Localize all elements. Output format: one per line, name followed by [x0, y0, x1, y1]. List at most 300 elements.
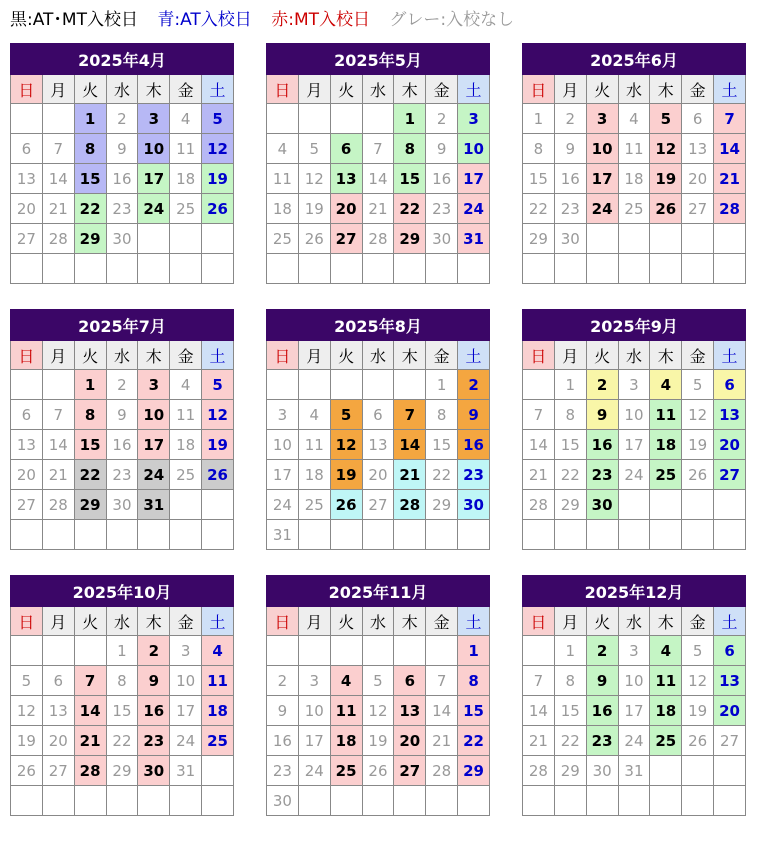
day-cell: 18 [170, 430, 202, 460]
day-cell: 27 [330, 224, 362, 254]
day-cell: 21 [714, 164, 746, 194]
empty-cell [330, 636, 362, 666]
weekday-header: 日 [267, 341, 299, 370]
month-calendar [266, 309, 490, 550]
legend [10, 7, 528, 33]
empty-cell [267, 104, 299, 134]
day-cell: 30 [458, 490, 490, 520]
day-cell: 15 [106, 696, 138, 726]
day-cell: 15 [458, 696, 490, 726]
day-cell: 1 [106, 636, 138, 666]
day-cell: 19 [362, 726, 394, 756]
empty-cell [330, 254, 362, 284]
day-cell: 5 [330, 400, 362, 430]
empty-cell [42, 520, 74, 550]
day-cell: 11 [650, 666, 682, 696]
weekday-header: 土 [458, 341, 490, 370]
empty-cell [682, 786, 714, 816]
day-cell: 7 [426, 666, 458, 696]
day-cell: 9 [586, 400, 618, 430]
empty-cell [202, 490, 234, 520]
empty-cell [42, 254, 74, 284]
day-cell: 24 [618, 460, 650, 490]
day-cell: 20 [11, 460, 43, 490]
month-calendar [10, 309, 234, 550]
day-cell: 29 [74, 224, 106, 254]
empty-cell [523, 370, 555, 400]
empty-cell [11, 370, 43, 400]
empty-cell [74, 636, 106, 666]
day-cell: 19 [682, 696, 714, 726]
day-cell: 6 [330, 134, 362, 164]
month-title: 2025年11月 [267, 576, 490, 607]
day-cell: 25 [202, 726, 234, 756]
day-cell: 16 [458, 430, 490, 460]
empty-cell [682, 756, 714, 786]
weekday-header: 木 [650, 341, 682, 370]
day-cell: 16 [586, 696, 618, 726]
day-cell: 16 [106, 430, 138, 460]
weekday-header: 木 [138, 341, 170, 370]
day-cell: 8 [426, 400, 458, 430]
day-cell: 12 [682, 666, 714, 696]
day-cell: 4 [650, 370, 682, 400]
weekday-header: 日 [11, 75, 43, 104]
month-calendar [10, 43, 234, 284]
empty-cell [394, 786, 426, 816]
day-cell: 3 [138, 104, 170, 134]
empty-cell [362, 636, 394, 666]
day-cell: 8 [106, 666, 138, 696]
day-cell: 31 [618, 756, 650, 786]
day-cell: 14 [523, 430, 555, 460]
day-cell: 10 [170, 666, 202, 696]
empty-cell [394, 254, 426, 284]
day-cell: 12 [650, 134, 682, 164]
day-cell: 29 [106, 756, 138, 786]
day-cell: 24 [586, 194, 618, 224]
day-cell: 22 [426, 460, 458, 490]
day-cell: 19 [202, 164, 234, 194]
weekday-header: 木 [394, 341, 426, 370]
day-cell: 29 [74, 490, 106, 520]
day-cell: 25 [267, 224, 299, 254]
day-cell: 1 [394, 104, 426, 134]
day-cell: 30 [106, 224, 138, 254]
weekday-header: 木 [650, 607, 682, 636]
empty-cell [714, 254, 746, 284]
empty-cell [267, 254, 299, 284]
empty-cell [74, 520, 106, 550]
day-cell: 21 [362, 194, 394, 224]
day-cell: 8 [523, 134, 555, 164]
day-cell: 1 [554, 370, 586, 400]
empty-cell [618, 224, 650, 254]
day-cell: 4 [170, 104, 202, 134]
day-cell: 7 [74, 666, 106, 696]
day-cell: 4 [650, 636, 682, 666]
weekday-header: 月 [298, 341, 330, 370]
day-cell: 24 [138, 194, 170, 224]
empty-cell [362, 254, 394, 284]
empty-cell [11, 254, 43, 284]
weekday-header: 土 [714, 75, 746, 104]
day-cell: 31 [458, 224, 490, 254]
day-cell: 22 [554, 460, 586, 490]
day-cell: 29 [458, 756, 490, 786]
day-cell: 16 [106, 164, 138, 194]
day-cell: 17 [298, 726, 330, 756]
empty-cell [267, 370, 299, 400]
empty-cell [298, 254, 330, 284]
day-cell: 22 [394, 194, 426, 224]
day-cell: 3 [618, 636, 650, 666]
day-cell: 20 [714, 696, 746, 726]
day-cell: 6 [362, 400, 394, 430]
day-cell: 19 [202, 430, 234, 460]
day-cell: 13 [330, 164, 362, 194]
day-cell: 6 [11, 400, 43, 430]
day-cell: 8 [554, 400, 586, 430]
day-cell: 22 [106, 726, 138, 756]
day-cell: 16 [554, 164, 586, 194]
empty-cell [426, 520, 458, 550]
empty-cell [138, 786, 170, 816]
day-cell: 14 [74, 696, 106, 726]
day-cell: 9 [586, 666, 618, 696]
day-cell: 3 [138, 370, 170, 400]
day-cell: 25 [170, 194, 202, 224]
day-cell: 6 [42, 666, 74, 696]
empty-cell [523, 636, 555, 666]
day-cell: 11 [170, 400, 202, 430]
empty-cell [362, 520, 394, 550]
day-cell: 24 [618, 726, 650, 756]
day-cell: 15 [426, 430, 458, 460]
empty-cell [394, 520, 426, 550]
weekday-header: 火 [74, 607, 106, 636]
day-cell: 27 [11, 224, 43, 254]
day-cell: 8 [74, 134, 106, 164]
weekday-header: 土 [714, 341, 746, 370]
day-cell: 25 [650, 460, 682, 490]
weekday-header: 土 [458, 75, 490, 104]
day-cell: 5 [362, 666, 394, 696]
day-cell: 15 [74, 430, 106, 460]
day-cell: 3 [298, 666, 330, 696]
day-cell: 17 [138, 430, 170, 460]
day-cell: 9 [138, 666, 170, 696]
weekday-header: 月 [298, 75, 330, 104]
day-cell: 18 [267, 194, 299, 224]
day-cell: 9 [267, 696, 299, 726]
day-cell: 5 [202, 104, 234, 134]
day-cell: 10 [267, 430, 299, 460]
day-cell: 21 [523, 726, 555, 756]
empty-cell [426, 636, 458, 666]
day-cell: 23 [138, 726, 170, 756]
empty-cell [202, 756, 234, 786]
month-title: 2025年4月 [11, 44, 234, 75]
day-cell: 17 [458, 164, 490, 194]
day-cell: 18 [170, 164, 202, 194]
day-cell: 28 [74, 756, 106, 786]
day-cell: 29 [426, 490, 458, 520]
empty-cell [202, 254, 234, 284]
empty-cell [426, 786, 458, 816]
day-cell: 29 [523, 224, 555, 254]
day-cell: 10 [458, 134, 490, 164]
empty-cell [11, 104, 43, 134]
day-cell: 18 [202, 696, 234, 726]
weekday-header: 金 [682, 607, 714, 636]
day-cell: 20 [394, 726, 426, 756]
day-cell: 14 [714, 134, 746, 164]
day-cell: 22 [74, 460, 106, 490]
month-title: 2025年5月 [267, 44, 490, 75]
day-cell: 16 [586, 430, 618, 460]
day-cell: 21 [394, 460, 426, 490]
empty-cell [362, 370, 394, 400]
weekday-header: 水 [618, 607, 650, 636]
day-cell: 14 [42, 164, 74, 194]
day-cell: 25 [650, 726, 682, 756]
day-cell: 11 [170, 134, 202, 164]
empty-cell [650, 224, 682, 254]
day-cell: 10 [298, 696, 330, 726]
empty-cell [650, 490, 682, 520]
day-cell: 28 [362, 224, 394, 254]
day-cell: 23 [586, 726, 618, 756]
day-cell: 5 [650, 104, 682, 134]
day-cell: 28 [394, 490, 426, 520]
empty-cell [106, 254, 138, 284]
empty-cell [138, 224, 170, 254]
empty-cell [586, 254, 618, 284]
weekday-header: 土 [458, 607, 490, 636]
empty-cell [586, 786, 618, 816]
empty-cell [170, 786, 202, 816]
weekday-header: 火 [586, 607, 618, 636]
day-cell: 11 [267, 164, 299, 194]
day-cell: 7 [714, 104, 746, 134]
day-cell: 4 [618, 104, 650, 134]
day-cell: 26 [650, 194, 682, 224]
day-cell: 7 [394, 400, 426, 430]
day-cell: 5 [682, 636, 714, 666]
day-cell: 2 [554, 104, 586, 134]
day-cell: 22 [458, 726, 490, 756]
empty-cell [682, 520, 714, 550]
empty-cell [682, 254, 714, 284]
legend-red: 赤:MT入校日 [271, 10, 370, 30]
day-cell: 21 [426, 726, 458, 756]
day-cell: 21 [42, 460, 74, 490]
empty-cell [170, 490, 202, 520]
day-cell: 12 [330, 430, 362, 460]
empty-cell [458, 254, 490, 284]
month-calendar [522, 43, 746, 284]
weekday-header: 月 [554, 607, 586, 636]
empty-cell [426, 254, 458, 284]
day-cell: 11 [650, 400, 682, 430]
day-cell: 2 [106, 370, 138, 400]
day-cell: 27 [362, 490, 394, 520]
empty-cell [298, 636, 330, 666]
empty-cell [523, 786, 555, 816]
day-cell: 2 [267, 666, 299, 696]
day-cell: 18 [650, 696, 682, 726]
empty-cell [138, 254, 170, 284]
day-cell: 17 [267, 460, 299, 490]
day-cell: 4 [298, 400, 330, 430]
day-cell: 17 [618, 430, 650, 460]
day-cell: 9 [426, 134, 458, 164]
day-cell: 19 [11, 726, 43, 756]
day-cell: 8 [74, 400, 106, 430]
day-cell: 7 [523, 400, 555, 430]
weekday-header: 土 [202, 75, 234, 104]
day-cell: 10 [618, 400, 650, 430]
day-cell: 30 [106, 490, 138, 520]
day-cell: 24 [138, 460, 170, 490]
day-cell: 22 [523, 194, 555, 224]
empty-cell [618, 520, 650, 550]
weekday-header: 木 [650, 75, 682, 104]
empty-cell [362, 104, 394, 134]
day-cell: 14 [394, 430, 426, 460]
day-cell: 16 [267, 726, 299, 756]
day-cell: 25 [298, 490, 330, 520]
empty-cell [586, 520, 618, 550]
day-cell: 11 [330, 696, 362, 726]
empty-cell [298, 370, 330, 400]
day-cell: 31 [170, 756, 202, 786]
day-cell: 31 [138, 490, 170, 520]
day-cell: 24 [267, 490, 299, 520]
day-cell: 26 [682, 726, 714, 756]
weekday-header: 金 [426, 75, 458, 104]
day-cell: 14 [426, 696, 458, 726]
day-cell: 15 [554, 696, 586, 726]
day-cell: 8 [394, 134, 426, 164]
weekday-header: 金 [682, 75, 714, 104]
day-cell: 6 [394, 666, 426, 696]
day-cell: 3 [458, 104, 490, 134]
day-cell: 16 [426, 164, 458, 194]
day-cell: 27 [714, 460, 746, 490]
weekday-header: 日 [523, 607, 555, 636]
day-cell: 26 [202, 460, 234, 490]
day-cell: 26 [11, 756, 43, 786]
weekday-header: 水 [618, 341, 650, 370]
day-cell: 21 [42, 194, 74, 224]
weekday-header: 火 [586, 75, 618, 104]
empty-cell [458, 520, 490, 550]
day-cell: 8 [458, 666, 490, 696]
day-cell: 13 [42, 696, 74, 726]
day-cell: 15 [74, 164, 106, 194]
empty-cell [554, 520, 586, 550]
day-cell: 2 [426, 104, 458, 134]
empty-cell [330, 104, 362, 134]
weekday-header: 金 [170, 607, 202, 636]
weekday-header: 火 [74, 341, 106, 370]
day-cell: 6 [11, 134, 43, 164]
day-cell: 17 [138, 164, 170, 194]
month-title: 2025年8月 [267, 310, 490, 341]
empty-cell [458, 786, 490, 816]
weekday-header: 月 [554, 75, 586, 104]
day-cell: 4 [267, 134, 299, 164]
month-calendar [266, 43, 490, 284]
empty-cell [74, 254, 106, 284]
empty-cell [298, 786, 330, 816]
day-cell: 26 [682, 460, 714, 490]
day-cell: 23 [106, 194, 138, 224]
empty-cell [618, 254, 650, 284]
day-cell: 21 [74, 726, 106, 756]
weekday-header: 水 [362, 607, 394, 636]
empty-cell [42, 370, 74, 400]
weekday-header: 月 [42, 341, 74, 370]
day-cell: 29 [554, 490, 586, 520]
day-cell: 9 [554, 134, 586, 164]
day-cell: 18 [650, 430, 682, 460]
day-cell: 27 [394, 756, 426, 786]
day-cell: 9 [106, 134, 138, 164]
day-cell: 17 [586, 164, 618, 194]
day-cell: 25 [618, 194, 650, 224]
weekday-header: 木 [394, 607, 426, 636]
day-cell: 25 [330, 756, 362, 786]
day-cell: 7 [42, 134, 74, 164]
day-cell: 12 [362, 696, 394, 726]
day-cell: 22 [74, 194, 106, 224]
empty-cell [330, 520, 362, 550]
day-cell: 23 [586, 460, 618, 490]
empty-cell [106, 520, 138, 550]
empty-cell [523, 520, 555, 550]
day-cell: 30 [554, 224, 586, 254]
month-title: 2025年6月 [523, 44, 746, 75]
weekday-header: 金 [170, 75, 202, 104]
day-cell: 28 [523, 490, 555, 520]
empty-cell [714, 224, 746, 254]
day-cell: 5 [682, 370, 714, 400]
day-cell: 15 [394, 164, 426, 194]
day-cell: 28 [42, 224, 74, 254]
day-cell: 12 [202, 400, 234, 430]
weekday-header: 日 [523, 75, 555, 104]
weekday-header: 金 [170, 341, 202, 370]
weekday-header: 木 [138, 607, 170, 636]
weekday-header: 日 [267, 75, 299, 104]
month-calendar [266, 575, 490, 816]
day-cell: 6 [714, 636, 746, 666]
day-cell: 13 [11, 430, 43, 460]
day-cell: 18 [330, 726, 362, 756]
day-cell: 10 [586, 134, 618, 164]
weekday-header: 水 [362, 341, 394, 370]
weekday-header: 火 [586, 341, 618, 370]
day-cell: 22 [554, 726, 586, 756]
day-cell: 28 [42, 490, 74, 520]
weekday-header: 火 [330, 341, 362, 370]
day-cell: 9 [458, 400, 490, 430]
day-cell: 12 [202, 134, 234, 164]
day-cell: 13 [714, 400, 746, 430]
